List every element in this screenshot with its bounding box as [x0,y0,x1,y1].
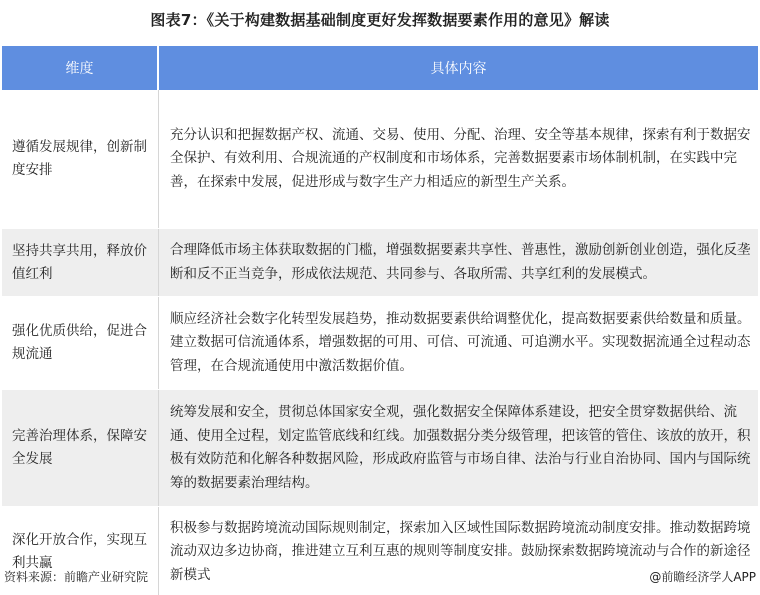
table-row [2,229,758,297]
row-content: 合理降低市场主体获取数据的门槛，增强数据要素共享性、普惠性，激励创新创业创造，强化反垄断和反不正当竞争，形成依法规范、共同参与、各取所需、共享红利的发展模式。 [170,242,751,282]
table-header [2,46,758,90]
row-content: 统筹发展和安全，贯彻总体国家安全观，强化数据安全保障体系建设，把安全贯穿数据供给、流通、使用全过程，划定监管底线和红线。加强数据分类分级管理，把该管的管住、该放的放开，积极有效防范和化解各种数据风险，形成政府监管与市场自律、法治与行业自治协同、国内与国际统筹的数据要素治理结构。 [170,404,751,491]
table-row [2,90,758,229]
row-content: 积极参与数据跨境流动国际规则制定，探索加入区域性国际数据跨境流动制度安排。推动数据跨境流动双边多边协商，推进建立互利互惠的规则等制度安排。鼓励探索数据跨境流动与合作的新途径新模式 [170,519,751,583]
page-title: 图表7：《关于构建数据基础制度更好发挥数据要素作用的意见》解读 [150,11,610,29]
row-content: 充分认识和把握数据产权、流通、交易、使用、分配、治理、安全等基本规律，探索有利于数据安全保护、有效利用、合规流通的产权制度和市场体系，完善数据要素市场体制机制，在实践中完善，在探索中发展，促进形成与数字生产力相适应的新型生产关系。 [170,126,751,190]
source-note: 资料来源：前瞻产业研究院 [4,570,149,584]
row-dimension: 深化开放合作，实现互利共赢 [2,507,159,595]
row-dimension: 强化优质供给，促进合规流通 [2,297,159,389]
footer [0,566,760,586]
header-dimension: 维度 [2,46,159,90]
table-row [2,297,758,390]
table-row [2,390,758,507]
brand-credit: @前瞻经济学人APP [649,570,756,584]
row-dimension: 坚持共享共用，释放价值红利 [2,229,159,296]
row-dimension: 完善治理体系，保障安全发展 [2,390,159,506]
header-content: 具体内容 [430,61,487,77]
interpretation-table [2,46,758,595]
row-content: 顺应经济社会数字化转型发展趋势，推动数据要素供给调整优化，提高数据要素供给数量和质量。建立数据可信流通体系，增强数据的可用、可信、可流通、可追溯水平。实现数据流通全过程动态管理，在合规流通使用中激活数据价值。 [170,310,751,374]
row-dimension: 遵循发展规律，创新制度安排 [2,90,159,228]
